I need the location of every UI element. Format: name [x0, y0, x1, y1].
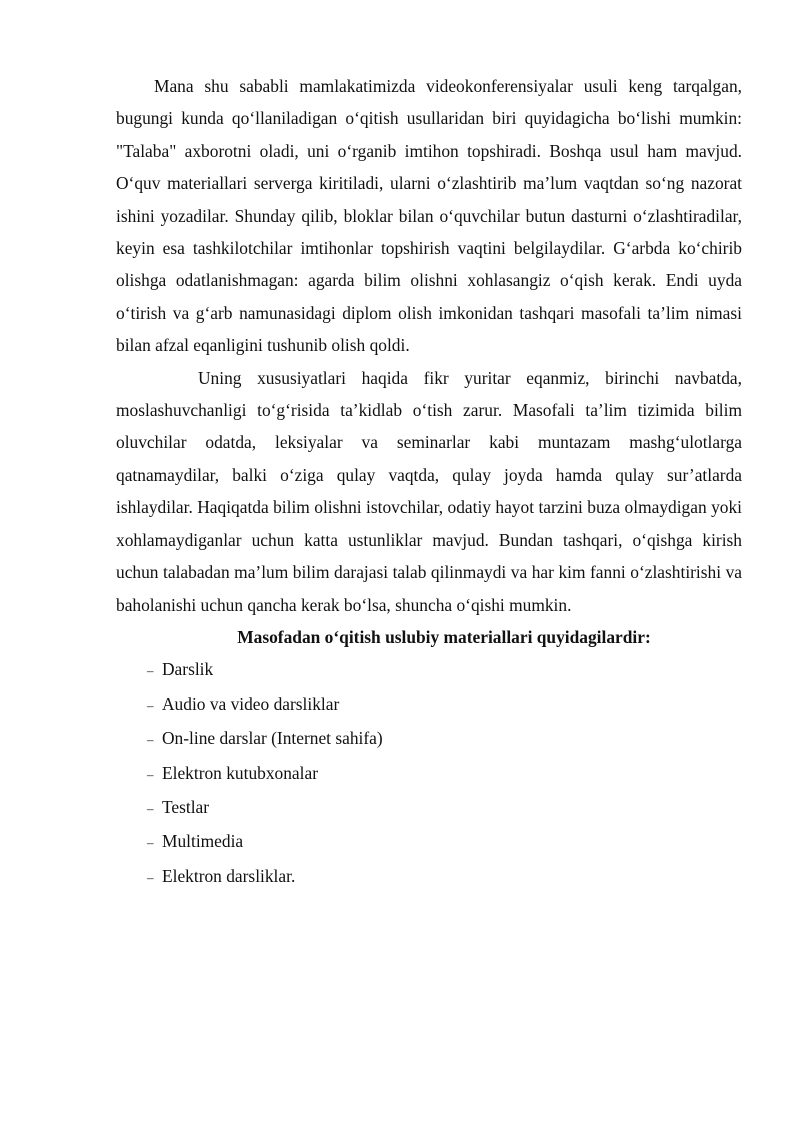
list-item-text: Multimedia — [162, 831, 244, 852]
list-item — [147, 825, 742, 859]
dash-marker: – — [147, 697, 154, 713]
list-item-text: Elektron darsliklar. — [162, 865, 296, 886]
materials-list — [116, 653, 742, 894]
section-heading: Masofadan o‘qitish uslubiy materiallari quyidagilardir: — [237, 626, 651, 647]
list-item-text: Darslik — [162, 659, 214, 680]
dash-marker: – — [147, 766, 154, 782]
list-item — [147, 791, 742, 825]
list-item — [147, 757, 742, 791]
list-item-text: Testlar — [162, 796, 210, 817]
list-item-text: Audio va video darsliklar — [162, 693, 340, 714]
list-item — [147, 688, 742, 722]
list-item-text: On-line darslar (Internet sahifa) — [162, 728, 383, 749]
list-item-text: Elektron kutubxonalar — [162, 762, 318, 783]
dash-marker: – — [147, 732, 154, 748]
paragraph-videoconference: Mana shu sababli mamlakatimizda videokonferensiyalar usuli keng tarqalgan, bugungi kunda qo‘llaniladigan o‘qitish usullaridan biri quyidagicha bo‘lishi mumkin: "Talaba" axborotni oladi, uni o‘rganib imtihon topshiradi. Boshqa usul ham mavjud. O‘quv materiallari serverga kiritiladi, ularni o‘zlashtirib ma’lum vaqtdan so‘ng nazorat ishini yozadilar. Shunday qilib, bloklar bilan o‘quvchilar butun dasturni o‘zlashtiradilar, keyin esa tashkilotchilar imtihonlar topshirish vaqtini belgilaydilar. G‘arbda ko‘chirib olishga odatlanishmagan: agarda bilim olishni xohlasangiz o‘qish kerak. Endi uyda o‘tirish va g‘arb namunasidagi diplom olish imkonidan tashqari masofali ta’lim nimasi bilan afzal eqanligini tushunib olish qoldi. — [116, 76, 742, 356]
dash-marker: – — [147, 800, 154, 816]
paragraph-flexibility: Uning xususiyatlari haqida fikr yuritar eqanmiz, birinchi navbatda, moslashuvchanligi to‘g‘risida ta’kidlab o‘tish zarur. Masofali ta’lim tizimida bilim oluvchilar odatda, leksiyalar va seminarlar kabi muntazam mashg‘ulotlarga qatnamaydilar, balki o‘ziga qulay vaqtda, qulay joyda hamda qulay sur’atlarda ishlaydilar. Haqiqatda bilim olishni istovchilar, odatiy hayot tarzini buza olmaydigan yoki xohlamaydiganlar uchun katta ustunliklar mavjud. Bundan tashqari, o‘qishga kirish uchun talabadan ma’lum bilim darajasi talab qilinmaydi va har kim fanni o‘zlashtirishi va baholanishi uchun qancha kerak bo‘lsa, shuncha o‘qishi mumkin. — [116, 367, 742, 615]
dash-marker: – — [147, 835, 154, 851]
list-item — [147, 860, 742, 894]
dash-marker: – — [147, 663, 154, 679]
list-item — [147, 653, 742, 687]
document-page — [116, 70, 742, 894]
list-item — [147, 722, 742, 756]
dash-marker: – — [147, 869, 154, 885]
